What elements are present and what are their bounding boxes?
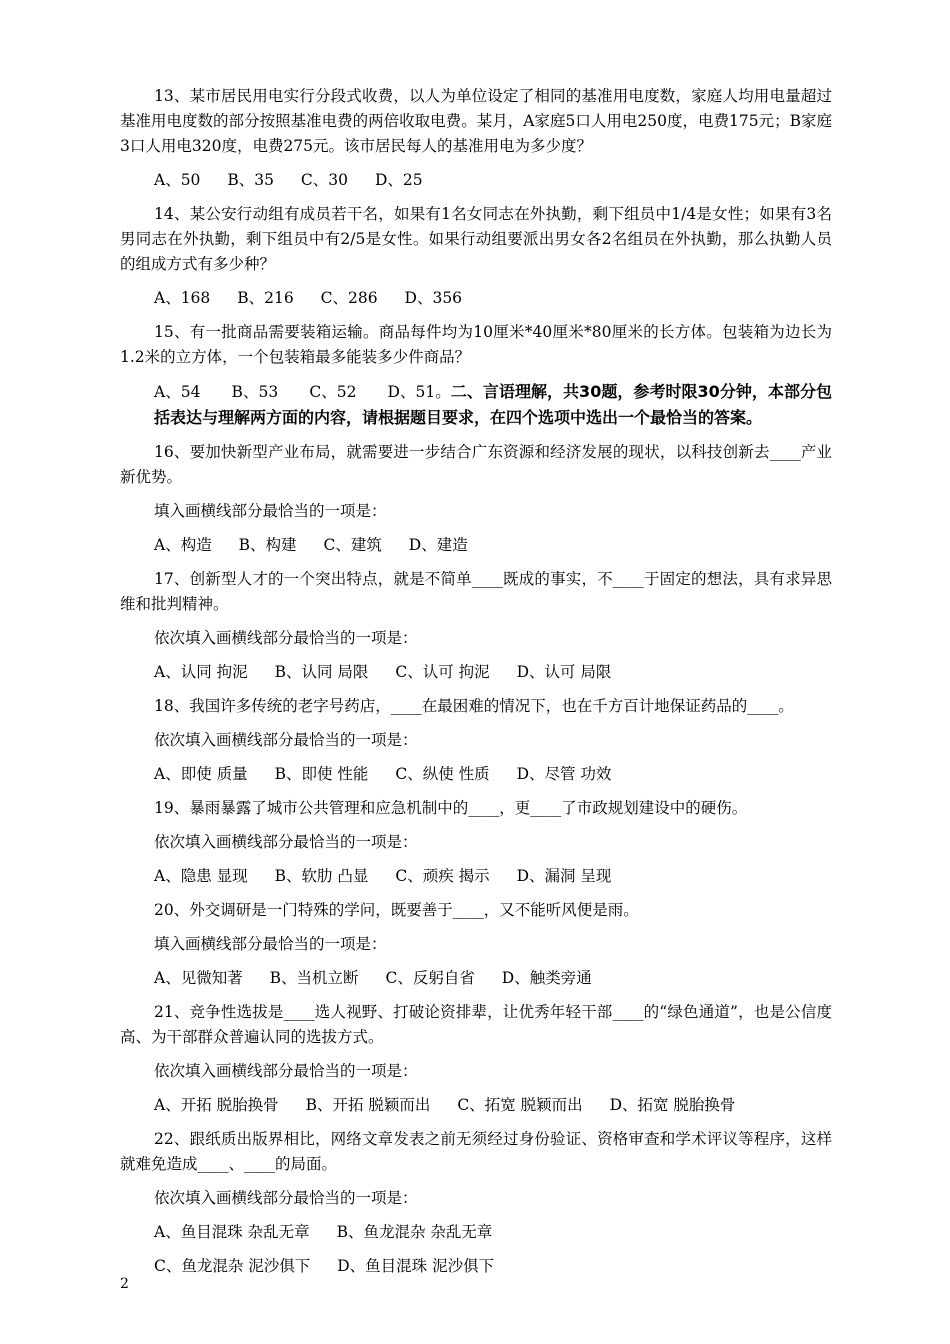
option-c: C、纵使 性质 (395, 765, 490, 783)
question-22-options-row-2 (120, 1254, 832, 1279)
question-19-prompt: 依次填入画横线部分最恰当的一项是： (154, 833, 418, 851)
question-22-options-row-1 (120, 1220, 832, 1245)
question-15-options: A、54 B、53 C、52 D、51。 (154, 383, 451, 401)
option-c: C、顽疾 揭示 (395, 867, 490, 885)
question-13-options (120, 168, 832, 193)
option-a: A、见微知著 (154, 969, 243, 987)
option-b: B、即使 性能 (274, 765, 369, 783)
question-21: 21、竞争性选拔是____选人视野、打破论资排辈，让优秀年轻干部____的“绿色通道”，也是公信度高、为干部群众普遍认同的选拔方式。 (120, 1003, 832, 1046)
option-c: C、反躬自省 (385, 969, 475, 987)
option-c: C、鱼龙混杂 泥沙俱下 (154, 1257, 311, 1275)
exam-page (120, 84, 832, 1279)
option-b: B、构建 (238, 536, 297, 554)
question-17-prompt: 依次填入画横线部分最恰当的一项是： (154, 629, 418, 647)
option-c: C、30 (300, 171, 349, 189)
option-c: C、拓宽 脱颖而出 (457, 1096, 583, 1114)
question-19: 19、暴雨暴露了城市公共管理和应急机制中的____，更____了市政规划建设中的硬伤。 (154, 799, 748, 817)
question-19-options (120, 864, 832, 889)
option-b: B、35 (227, 171, 274, 189)
question-17: 17、创新型人才的一个突出特点，就是不简单____既成的事实，不____于固定的想法，具有求异思维和批判精神。 (120, 570, 832, 613)
question-20-prompt: 填入画横线部分最恰当的一项是： (154, 935, 387, 953)
question-15-options-and-section-heading (120, 379, 832, 431)
option-d: D、尽管 功效 (516, 765, 612, 783)
option-d: D、认可 局限 (516, 663, 612, 681)
option-c: C、认可 拘泥 (395, 663, 490, 681)
option-a: A、168 (154, 289, 211, 307)
question-16-options (120, 533, 832, 558)
option-d: D、25 (374, 171, 423, 189)
question-18: 18、我国许多传统的老字号药店，____在最困难的情况下，也在千方百计地保证药品的____。 (154, 697, 794, 715)
option-d: D、漏洞 呈现 (516, 867, 612, 885)
option-a: A、50 (154, 171, 201, 189)
option-a: A、认同 拘泥 (154, 663, 248, 681)
option-d: D、356 (404, 289, 463, 307)
question-17-options (120, 660, 832, 685)
question-20-options (120, 966, 832, 991)
question-22-prompt: 依次填入画横线部分最恰当的一项是： (154, 1189, 418, 1207)
page-number: 2 (120, 1276, 129, 1292)
option-a: A、构造 (154, 536, 212, 554)
question-22: 22、跟纸质出版界相比，网络文章发表之前无须经过身份验证、资格审查和学术评议等程序，这样就难免造成____、____的局面。 (120, 1130, 832, 1173)
option-c: C、建筑 (323, 536, 382, 554)
question-15: 15、有一批商品需要装箱运输。商品每件均为10厘米*40厘米*80厘米的长方体。包装箱为边长为1.2米的立方体，一个包装箱最多能装多少件商品？ (120, 323, 832, 366)
option-b: B、软肋 凸显 (274, 867, 369, 885)
option-d: D、鱼目混珠 泥沙俱下 (337, 1257, 495, 1275)
question-16-prompt: 填入画横线部分最恰当的一项是： (154, 502, 387, 520)
option-b: B、鱼龙混杂 杂乱无章 (336, 1223, 493, 1241)
section-heading: 二、言语理解，共30题，参考时限30分钟，本部分包括表达与理解两方面的内容，请根据题目要求，在四个选项中选出一个最恰当的答案。 (154, 382, 832, 427)
option-b: B、认同 局限 (274, 663, 369, 681)
option-b: B、216 (237, 289, 294, 307)
option-d: D、触类旁通 (501, 969, 592, 987)
question-18-prompt: 依次填入画横线部分最恰当的一项是： (154, 731, 418, 749)
question-14: 14、某公安行动组有成员若干名，如果有1名女同志在外执勤，剩下组员中1/4是女性；如果有3名男同志在外执勤，剩下组员中有2/5是女性。如果行动组要派出男女各2名组员在外执勤，那么执勤人员的组成方式有多少种？ (120, 205, 832, 273)
option-b: B、当机立断 (269, 969, 359, 987)
option-a: A、鱼目混珠 杂乱无章 (154, 1223, 310, 1241)
option-d: D、拓宽 脱胎换骨 (609, 1096, 736, 1114)
option-d: D、建造 (408, 536, 468, 554)
option-b: B、开拓 脱颖而出 (305, 1096, 431, 1114)
question-21-options (120, 1093, 832, 1118)
question-18-options (120, 762, 832, 787)
question-21-prompt: 依次填入画横线部分最恰当的一项是： (154, 1062, 418, 1080)
option-a: A、隐患 显现 (154, 867, 248, 885)
option-c: C、286 (320, 289, 378, 307)
question-14-options (120, 286, 832, 311)
question-20: 20、外交调研是一门特殊的学问，既要善于____，又不能听风便是雨。 (154, 901, 639, 919)
question-16: 16、要加快新型产业布局，就需要进一步结合广东资源和经济发展的现状，以科技创新去____产业新优势。 (120, 443, 832, 486)
question-13: 13、某市居民用电实行分段式收费，以人为单位设定了相同的基准用电度数，家庭人均用电量超过基准用电度数的部分按照基准电费的两倍收取电费。某月，A家庭5口人用电250度，电费175元；B家庭3口人用电320度，电费275元。该市居民每人的基准用电为多少度？ (120, 87, 832, 155)
option-a: A、即使 质量 (154, 765, 248, 783)
option-a: A、开拓 脱胎换骨 (154, 1096, 279, 1114)
